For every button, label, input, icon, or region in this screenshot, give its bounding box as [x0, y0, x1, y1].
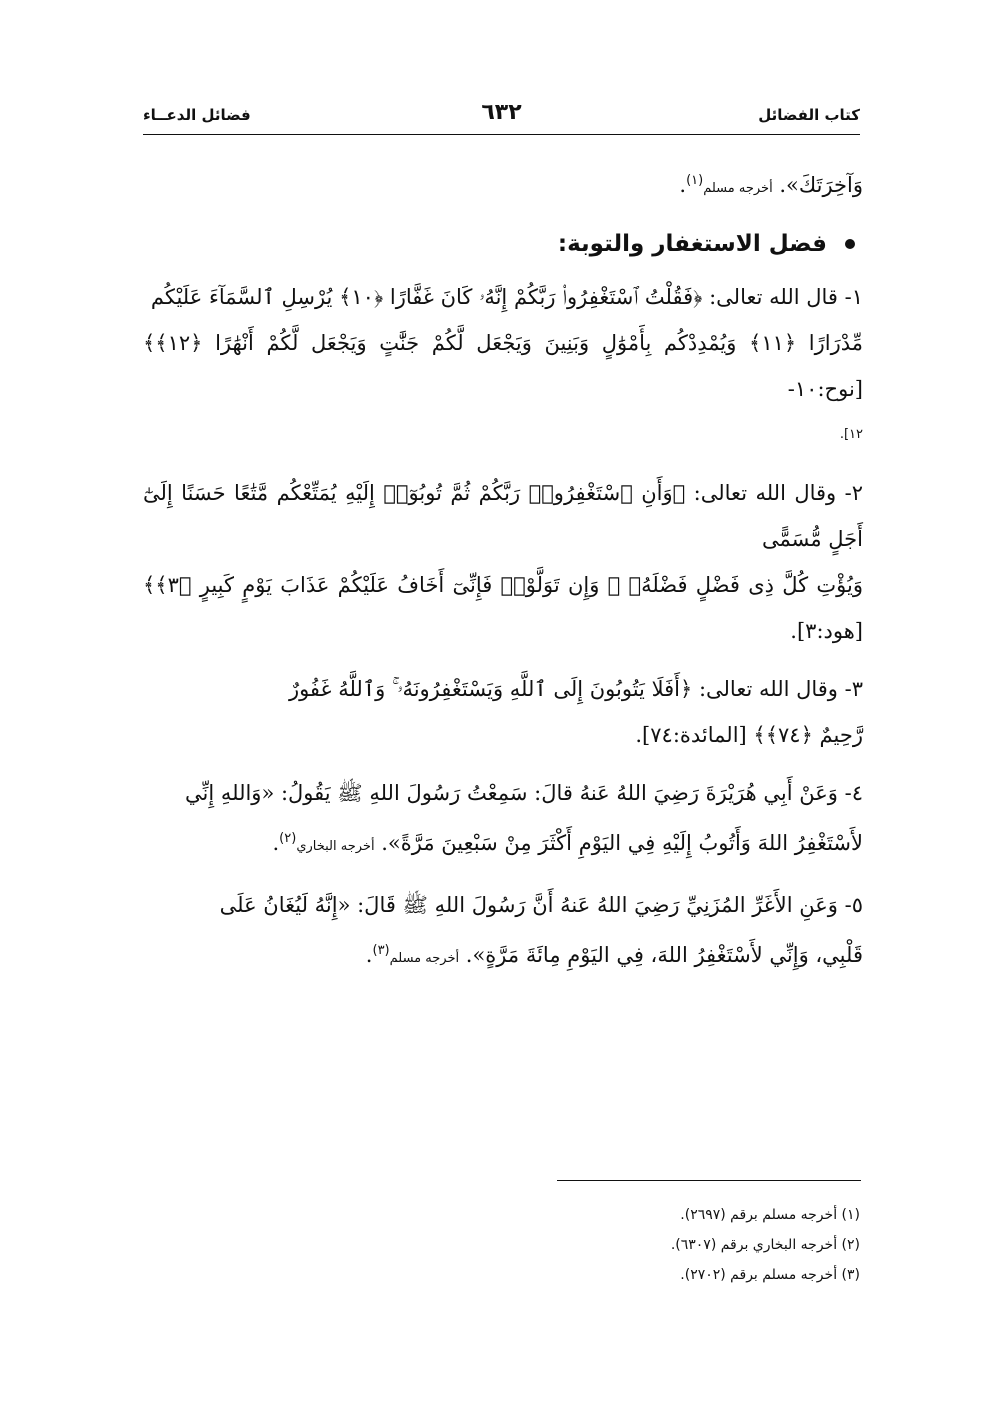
item-4-ref: أخرجه البخاري [296, 839, 375, 854]
book-title: كتاب الفضائل [758, 106, 860, 124]
item-4 [143, 770, 863, 870]
item-5-line-2: قَلْبِي، وَإِنِّي لأَسْتَغْفِرُ اللهَ، فِي اليَوْمِ مِائَةَ مَرَّةٍ». أخرجه مسلم$^{(٣)}$. [365, 943, 863, 967]
footnote-1: (١) أخرجه مسلم برقم (٢٦٩٧). [680, 1207, 860, 1223]
intro-ref: أخرجه مسلم [703, 181, 773, 196]
item-2-line-2: وَيُؤْتِ كُلَّ ذِى فَضْلٍ فَضْلَهُۥ ۖ وَإِن تَوَلَّوْا۟ فَإِنِّىٓ أَخَافُ عَلَيْكُمْ عَذَابَ يَوْمٍ كَبِيرٍ ﴿٣﴾﴾ [هود:٣]. [143, 573, 863, 643]
footnote-divider [557, 1180, 861, 1181]
item-3 [143, 666, 863, 758]
footnote-3: (٣) أخرجه مسلم برقم (٢٧٠٢). [680, 1267, 860, 1283]
item-2 [143, 470, 863, 654]
item-5-text: قَلْبِي، وَإِنِّي لأَسْتَغْفِرُ اللهَ، فِي اليَوْمِ مِائَةَ مَرَّةٍ». [459, 943, 863, 967]
item-4-text: لأَسْتَغْفِرُ اللهَ وَأَتُوبُ إِلَيْهِ فِي اليَوْمِ أَكْثَرَ مِنْ سَبْعِينَ مَرَّةً». [374, 831, 863, 855]
footnotes [560, 1200, 860, 1290]
intro-text: وَآخِرَتَكَ». [772, 173, 863, 197]
header-divider [143, 134, 860, 135]
page-body [143, 158, 863, 994]
item-2-line-1: ٢- وقال الله تعالى: ﴿وَأَنِ ٱسْتَغْفِرُوا۟ رَبَّكُمْ ثُمَّ تُوبُوٓا۟ إِلَيْهِ يُمَتِّعْكُم مَّتَٰعًا حَسَنًا إِلَىٰٓ أَجَلٍ مُّسَمًّى [143, 481, 863, 551]
item-5-line-1: ٥- وَعَنِ الأَغَرِّ المُزَنِيِّ رَضِيَ اللهُ عَنهُ أَنَّ رَسُولَ اللهِ ﷺ قَالَ: «إِنَّهُ لَيُغَانُ عَلَى [219, 893, 863, 917]
item-1-line-1: ١- قال الله تعالى: ﴿فَقُلْتُ ٱسْتَغْفِرُوا۟ رَبَّكُمْ إِنَّهُۥ كَانَ غَفَّارًا ﴿١٠﴾ يُرْسِلِ ٱلسَّمَآءَ عَلَيْكُم [150, 285, 863, 309]
chapter-title: فضائل الدعــاء [143, 106, 251, 124]
section-title: فضل الاستغفار والتوبة: [557, 231, 827, 257]
item-5 [143, 882, 863, 982]
page-header [143, 100, 860, 130]
bullet-icon [845, 239, 855, 249]
item-3-line-2: رَّحِيمٌ ﴿٧٤﴾﴾ [المائدة:٧٤]. [635, 723, 863, 747]
intro-line: وَآخِرَتَكَ». أخرجه مسلم$^{(١)}$. [679, 173, 863, 197]
page-number: ٦٣٢ [481, 100, 522, 125]
item-4-line-1: ٤- وَعَنْ أَبِي هُرَيْرَةَ رَضِيَ اللهُ عَنهُ قالَ: سَمِعْتُ رَسُولَ اللهِ ﷺ يَقُولُ: «وَاللهِ إِنِّي [185, 781, 863, 805]
footnote-mark-3: (٣) [372, 943, 390, 958]
item-4-line-2: لأَسْتَغْفِرُ اللهَ وَأَتُوبُ إِلَيْهِ فِي اليَوْمِ أَكْثَرَ مِنْ سَبْعِينَ مَرَّةً». أخرجه البخاري$^{(٢)}$. [272, 831, 863, 855]
item-3-line-1: ٣- وقال الله تعالى: ﴿أَفَلَا يَتُوبُونَ إِلَى ٱللَّهِ وَيَسْتَغْفِرُونَهُۥ ۚ وَٱللَّهُ غَفُورٌ [288, 677, 863, 701]
item-1-line-3: ١٢]. [839, 427, 863, 442]
item-5-ref: أخرجه مسلم [389, 951, 460, 966]
item-1-line-2: مِّدْرَارًا ﴿١١﴾ وَيُمْدِدْكُم بِأَمْوَٰلٍ وَبَنِينَ وَيَجْعَل لَّكُمْ جَنَّٰتٍ وَيَجْعَل لَّكُمْ أَنْهَٰرًا ﴿١٢﴾﴾ [نوح:١٠- [143, 331, 864, 401]
footnote-2: (٢) أخرجه البخاري برقم (٦٣٠٧). [670, 1237, 860, 1253]
section-heading [143, 220, 863, 268]
item-1 [143, 274, 863, 458]
footnote-mark-1: (١) [686, 173, 704, 188]
footnote-mark-2: (٢) [279, 831, 297, 846]
